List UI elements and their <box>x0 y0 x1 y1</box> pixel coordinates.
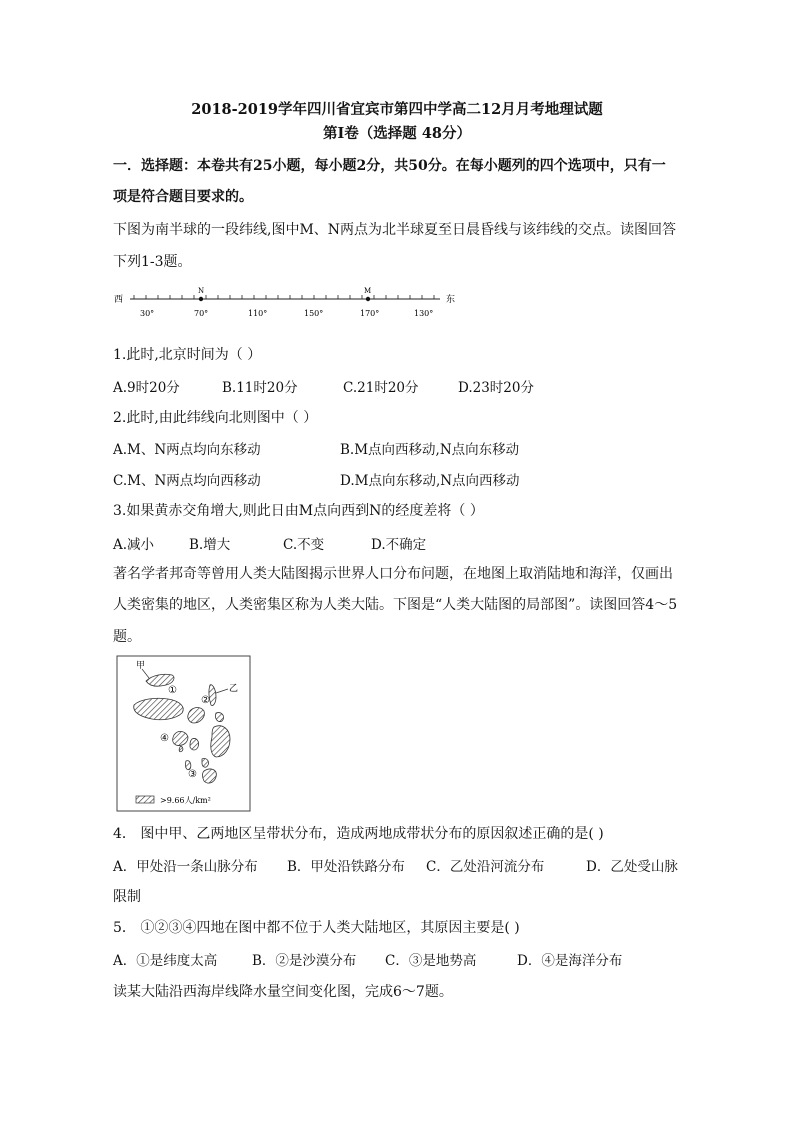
question-2-option-c: C.M、N两点均向西移动 <box>113 473 261 489</box>
dense-region-shape <box>190 738 199 750</box>
question-5-stem: 5． ①②③④四地在图中都不位于人类大陆地区，其原因主要是( ) <box>113 920 520 936</box>
question-1-option-d: D.23时20分 <box>458 380 534 396</box>
dense-region-shape <box>202 758 209 767</box>
question-4-option-d-continuation: 限制 <box>113 889 141 905</box>
legend-label: >9.66人/km² <box>160 796 211 805</box>
intro1-line2: 下列1-3题。 <box>113 254 192 270</box>
tick-label: 150° <box>304 309 324 318</box>
dense-region-shape <box>179 746 183 751</box>
section-heading-line1: 一．选择题：本卷共有25小题，每小题2分，共50分。在每小题列的四个选项中，只有一 <box>113 158 666 174</box>
map-label-jia: 甲 <box>136 661 146 671</box>
tick-marks <box>134 295 434 299</box>
section-subtitle: 第Ⅰ卷（选择题 48分） <box>322 125 471 142</box>
point-n-marker <box>199 297 203 301</box>
map-label-1: ① <box>168 685 177 696</box>
question-5-option-a: A．①是纬度太高 <box>113 953 218 969</box>
question-1-option-a: A.9时20分 <box>113 380 180 396</box>
west-label: 西 <box>114 295 124 305</box>
intro2-line3: 题。 <box>113 629 141 645</box>
tick-label: 70° <box>194 309 209 318</box>
intro2-line1: 著名学者邦奇等曾用人类大陆图揭示世界人口分布问题，在地图上取消陆地和海洋，仅画出 <box>113 566 673 582</box>
question-2-stem: 2.此时,由此纬线向北则图中（ ） <box>113 410 318 426</box>
question-2-option-a: A.M、N两点均向东移动 <box>113 442 261 458</box>
point-n-label: N <box>198 287 205 295</box>
question-3-option-d: D.不确定 <box>371 537 427 553</box>
question-4-stem: 4． 图中甲、乙两地区呈带状分布，造成两地成带状分布的原因叙述正确的是( ) <box>113 826 604 842</box>
human-continent-map <box>116 655 252 813</box>
question-3-stem: 3.如果黄赤交角增大,则此日由M点向西到N的经度差将（ ） <box>113 503 484 519</box>
exam-title: 2018-2019学年四川省宜宾市第四中学高二12月月考地理试题 <box>191 101 603 118</box>
point-m-label: M <box>364 287 372 295</box>
map-label-yi: 乙 <box>229 684 239 694</box>
question-4-option-a: A．甲处沿一条山脉分布 <box>113 859 258 875</box>
question-3-option-a: A.减小 <box>113 537 155 553</box>
tick-label: 170° <box>360 309 380 318</box>
tick-label: 110° <box>248 309 268 318</box>
intro1-line1: 下图为南半球的一段纬线,图中M、N两点为北半球夏至日晨昏线与该纬线的交点。读图回答 <box>113 222 677 238</box>
question-1-option-b: B.11时20分 <box>222 380 298 396</box>
question-4-option-b: B．甲处沿铁路分布 <box>287 859 405 875</box>
question-1-stem: 1.此时,北京时间为（ ） <box>113 347 262 363</box>
map-label-3: ③ <box>188 769 197 780</box>
question-5-option-c: C．③是地势高 <box>385 953 477 969</box>
question-3-option-c: C.不变 <box>283 537 325 553</box>
map-label-4: ④ <box>160 733 169 744</box>
latitude-line-figure <box>112 283 462 323</box>
question-4-option-c: C．乙处沿河流分布 <box>426 859 545 875</box>
legend-swatch <box>136 796 154 803</box>
intro3-line1: 读某大陆沿西海岸线降水量空间变化图，完成6～7题。 <box>113 984 453 1000</box>
question-2-option-d: D.M点向东移动,N点向西移动 <box>340 473 520 489</box>
question-2-option-b: B.M点向西移动,N点向东移动 <box>340 442 520 458</box>
intro2-line2: 人类密集的地区，人类密集区称为人类大陆。下图是“人类大陆图的局部图”。读图回答4～5 <box>113 597 678 613</box>
section-heading-line2: 项是符合题目要求的。 <box>113 189 253 205</box>
east-label: 东 <box>446 295 456 305</box>
question-3-option-b: B.增大 <box>189 537 231 553</box>
question-5-option-d: D．④是海洋分布 <box>517 953 623 969</box>
question-4-option-d: D．乙处受山脉 <box>586 859 678 875</box>
tick-label: 30° <box>140 309 155 318</box>
point-m-marker <box>366 297 370 301</box>
map-label-2: ② <box>201 695 210 706</box>
tick-label: 130° <box>414 309 434 318</box>
question-5-option-b: B．②是沙漠分布 <box>252 953 357 969</box>
dense-region-shape <box>215 713 223 722</box>
question-1-option-c: C.21时20分 <box>343 380 419 396</box>
